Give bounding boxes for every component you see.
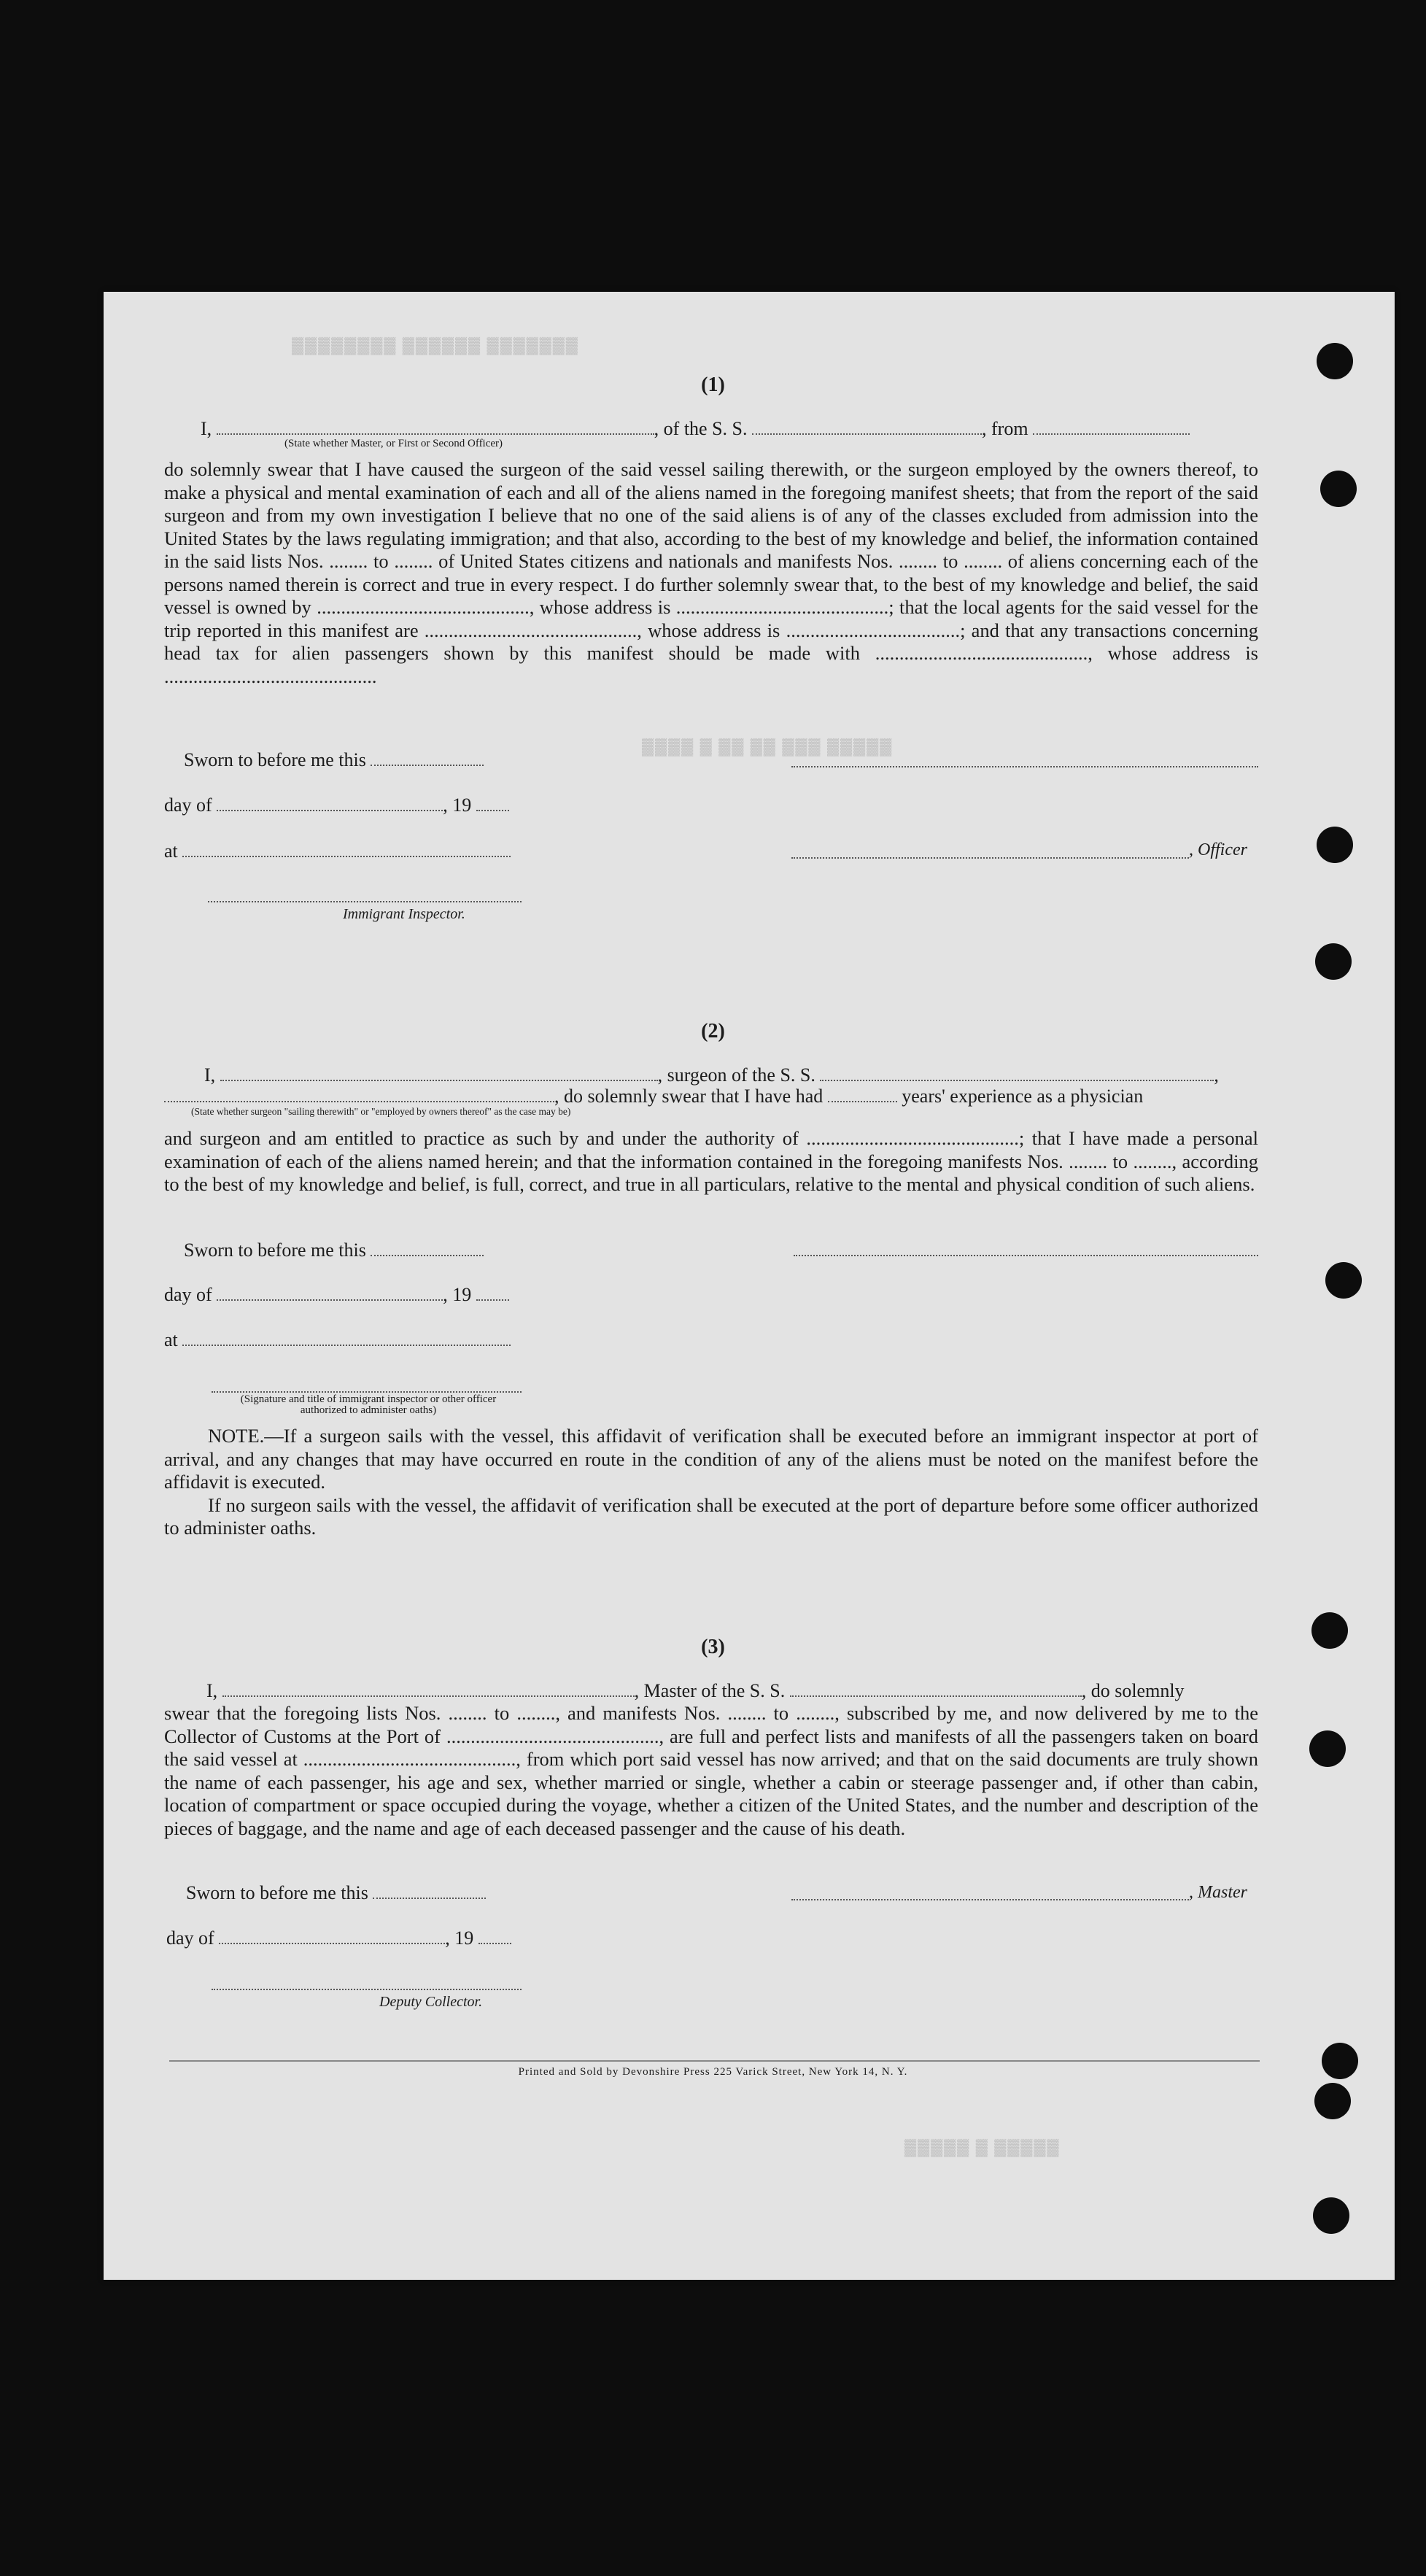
section-1-day [164, 794, 509, 816]
officer-name-field[interactable] [217, 419, 654, 435]
section-1-officer-caption: (State whether Master, or First or Second Officer) [284, 438, 503, 449]
punch-hole [1320, 471, 1357, 507]
punch-hole [1315, 943, 1352, 980]
year-label: , 19 [445, 1927, 474, 1949]
section-2-first-line: I, , surgeon of the S. S. , [204, 1064, 1219, 1086]
years-experience-field[interactable] [828, 1086, 897, 1102]
day-of-label: day of [164, 1284, 212, 1305]
section-3-sworn [186, 1882, 486, 1904]
at-label: at [164, 1329, 178, 1350]
section-3-i: I, [206, 1680, 218, 1701]
surgeon-vessel-field[interactable] [820, 1065, 1214, 1081]
punch-hole [1313, 2197, 1349, 2234]
surgeon-of-label: , surgeon of the S. S. [657, 1064, 815, 1086]
section-2-i: I, [204, 1064, 216, 1086]
deputy-collector-label: Deputy Collector. [379, 1994, 483, 2010]
section-2-second-line [164, 1086, 1143, 1107]
punch-hole [1314, 2083, 1351, 2119]
at-label: at [164, 840, 178, 862]
sworn-label: Sworn to before me this [186, 1882, 368, 1903]
inspector-label: Immigrant Inspector. [343, 906, 465, 922]
section-2-oath-text: and surgeon and am entitled to practice as such by and under the authority of ............................................; that I have made a personal examination of each of the aliens named herein; and that the information contained in the foregoing manifests Nos. ........ to ........, according to the best of my knowledge and belief, is full, correct, and true in all particulars, relative to the mental and physical condition of such aliens. [164, 1127, 1258, 1195]
section-3-first-line [206, 1680, 1185, 1702]
sworn-label: Sworn to before me this [184, 1239, 366, 1261]
section-2-surgeon-caption: (State whether surgeon "sailing therewith" or "employed by owners thereof" as the case may be) [191, 1106, 571, 1117]
officer-signature-line[interactable] [791, 856, 1189, 859]
month-field[interactable] [217, 1285, 443, 1301]
sworn-day-field[interactable] [371, 750, 484, 766]
footer-divider [169, 2060, 1260, 2062]
section-1-at [164, 840, 511, 862]
year-label: , 19 [443, 794, 472, 816]
month-field[interactable] [219, 1928, 445, 1944]
master-of-label: , Master of the S. S. [634, 1680, 786, 1701]
officer-label: , Officer [1189, 840, 1247, 859]
note-no-surgeon: If no surgeon sails with the vessel, the affidavit of verification shall be executed at the port of departure before some officer authorized to administer oaths. [164, 1493, 1258, 1539]
place-field[interactable] [182, 841, 511, 857]
section-3-body [164, 1702, 1258, 1840]
master-signature-line[interactable] [791, 1898, 1189, 1900]
bleed-through-text: ▓▓▓▓▓▓▓▓ ▓▓▓▓▓▓ ▓▓▓▓▓▓▓ [292, 336, 579, 354]
section-3-day [166, 1927, 511, 1949]
punch-hole [1309, 1730, 1346, 1767]
section-3-oath-text: swear that the foregoing lists Nos. ........ to ........, and manifests Nos. ........ to ........, subscribed by me, and now delivered by me to the Collector of Customs at the Port of ............................................, are full and perfect lists and manifests of all the passengers taken on board the said vessel at ............................................, from which port said vessel has now arrived; and that on the said documents are truly shown the name of each passenger, his age and sex, whether married or single, whether a cabin or steerage passenger and, if other than cabin, location of compartment or space occupied during the voyage, whether a citizen of the United States, and the number and description of the pieces of baggage, and the name and age of each deceased passenger and the cause of his death. [164, 1702, 1258, 1839]
surgeon-name-field[interactable] [220, 1065, 658, 1081]
sworn-day-field[interactable] [373, 1883, 486, 1899]
section-1-of-ss: , of the S. S. [654, 418, 748, 439]
year-label: , 19 [443, 1284, 472, 1305]
deputy-collector-signature-line[interactable] [212, 1987, 522, 1990]
section-1-heading: (1) [701, 374, 725, 396]
swear-label: , do solemnly swear that I have had [554, 1086, 824, 1107]
sworn-label: Sworn to before me this [184, 749, 366, 770]
place-field[interactable] [182, 1330, 511, 1346]
surgeon-signature-line[interactable] [794, 1253, 1258, 1256]
master-label: , Master [1189, 1883, 1247, 1902]
authority-signature-line[interactable] [212, 1390, 522, 1393]
master-vessel-field[interactable] [790, 1681, 1082, 1697]
section-1-first-line [201, 418, 1190, 440]
section-2-heading: (2) [701, 1020, 725, 1043]
bleed-through-text: ▓▓▓▓ ▓ ▓▓ ▓▓ ▓▓▓ ▓▓▓▓▓ [642, 737, 894, 755]
printer-credit: Printed and Sold by Devonshire Press 225 Varick Street, New York 14, N. Y. [518, 2066, 908, 2078]
years-label: years' experience as a physician [902, 1086, 1144, 1107]
punch-hole [1325, 1262, 1362, 1299]
day-of-label: day of [166, 1927, 214, 1949]
surgeon-status-field[interactable] [164, 1086, 554, 1102]
vessel-name-field[interactable] [752, 419, 982, 435]
note-surgeon-sails: NOTE.—If a surgeon sails with the vessel, this affidavit of verification shall be executed before an immigrant inspector at port of arrival, and any changes that may have occurred en route in the condition of any of the aliens must be noted on the manifest before the affidavit is executed. [164, 1425, 1258, 1493]
signature-line-1[interactable] [791, 765, 1258, 767]
section-1-i: I, [201, 418, 212, 439]
section-1-body [164, 458, 1258, 688]
section-2-sworn [184, 1239, 484, 1261]
solemnly-label: , do solemnly [1081, 1680, 1185, 1701]
inspector-signature-line[interactable] [208, 900, 522, 902]
departure-port-field[interactable] [1033, 419, 1190, 435]
section-2-notes [164, 1425, 1258, 1540]
master-name-field[interactable] [222, 1681, 635, 1697]
punch-hole [1317, 827, 1353, 863]
section-3-heading: (3) [701, 1636, 725, 1658]
year-field[interactable] [476, 795, 509, 811]
day-of-label: day of [164, 794, 212, 816]
year-field[interactable] [476, 1285, 509, 1301]
section-1-from: , from [982, 418, 1028, 439]
section-2-day [164, 1284, 509, 1306]
section-1-sworn [184, 749, 484, 771]
year-field[interactable] [478, 1928, 511, 1944]
section-2-at [164, 1329, 511, 1351]
section-1-oath-text: do solemnly swear that I have caused the surgeon of the said vessel sailing therewith, or the surgeon employed by the owners thereof, to make a physical and mental examination of each and all of the aliens named in the foregoing manifest sheets; that from the report of the said surgeon and from my own investigation I believe that no one of the said aliens is of any of the classes excluded from admission into the United States by the laws regulating immigration; and that also, according to the best of my knowledge and belief, the information contained in the said lists Nos. ........ to ........ of United States citizens and nationals and manifests Nos. ........ to ........ of aliens concerning each of the persons named therein is correct and true in every respect. I do further solemnly swear that, to the best of my knowledge and belief, the said vessel is owned by ............................................, whose address is ............................................; that the local agents for the said vessel for the trip reported in this manifest are ............................................, whose address is ....................................; and that any transactions concerning head tax for alien passengers shown by this manifest should be made with ............................................, whose address is ............................................ [164, 458, 1258, 687]
sworn-day-field[interactable] [371, 1240, 484, 1256]
authority-signature-caption: (Signature and title of immigrant inspector or other officer authorized to administer oaths) [240, 1393, 497, 1416]
bleed-through-text: ▓▓▓▓▓ ▓ ▓▓▓▓▓ [904, 2138, 1061, 2156]
section-2-body [164, 1127, 1258, 1196]
month-field[interactable] [217, 795, 443, 811]
